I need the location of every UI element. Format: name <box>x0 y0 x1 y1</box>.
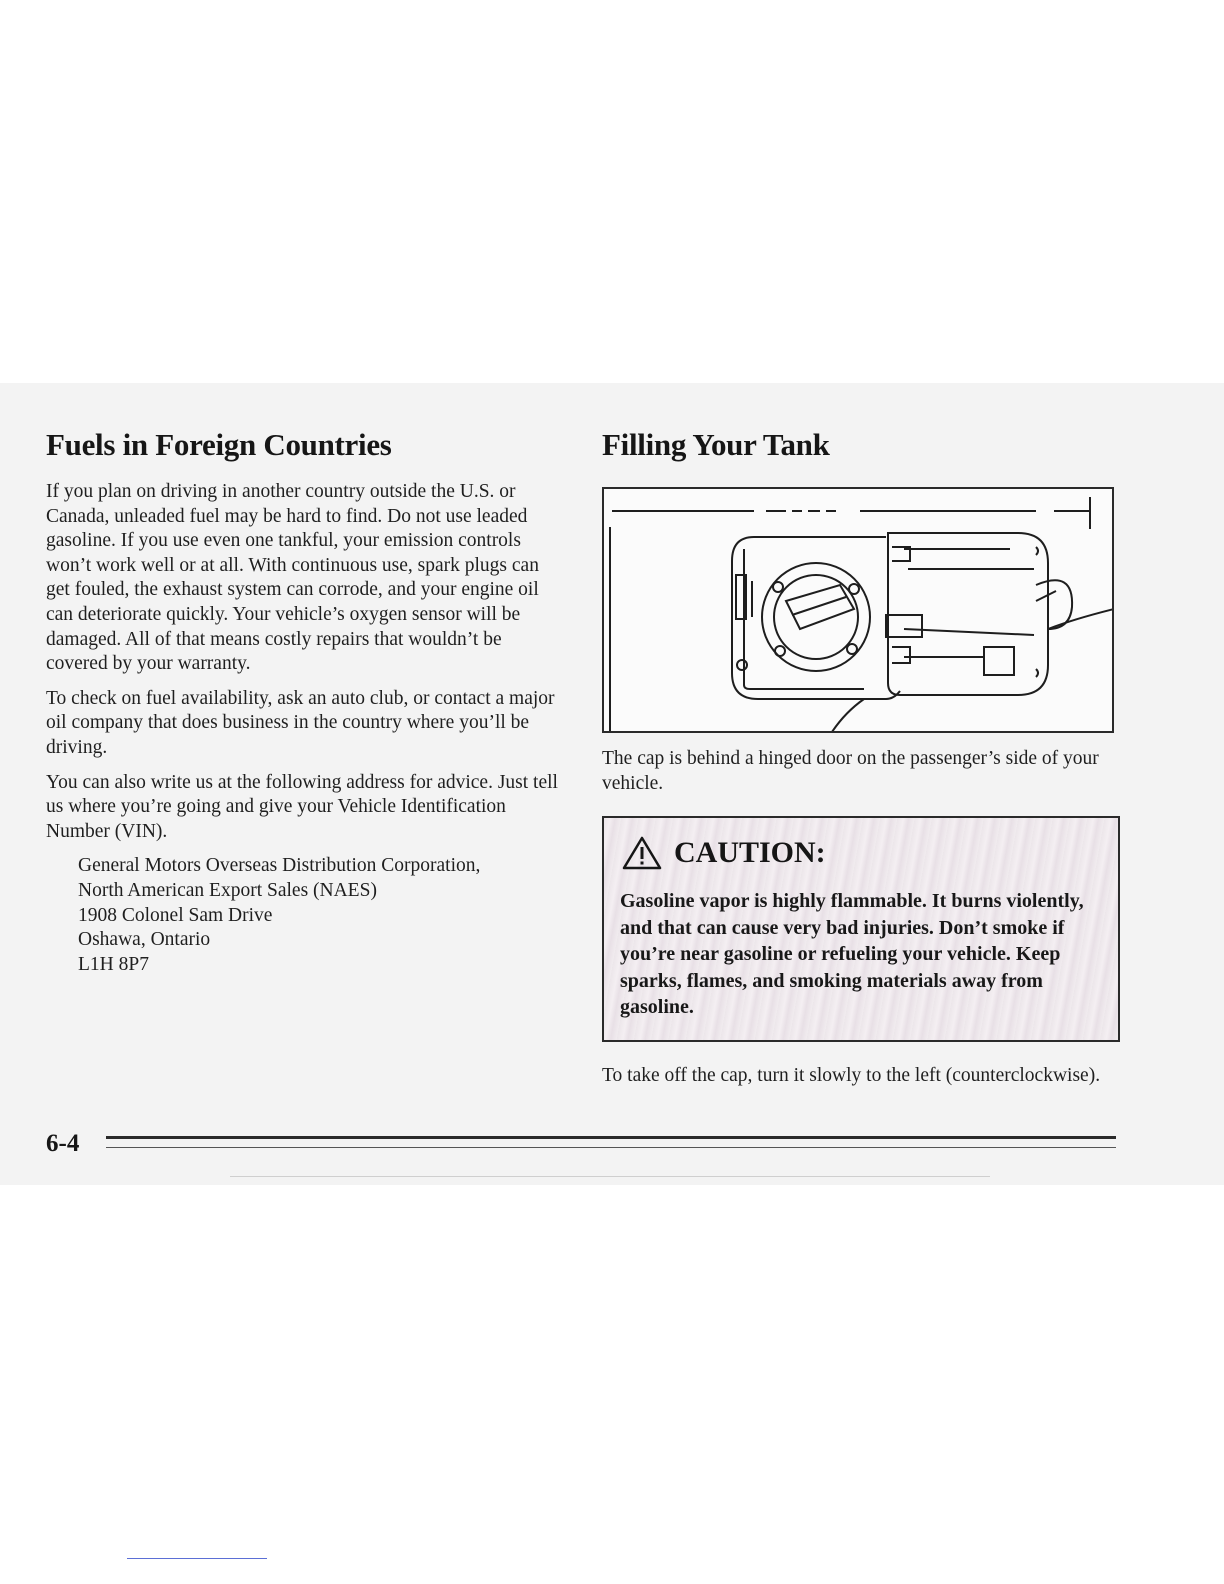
paragraph-leaded-fuel: If you plan on driving in another country outside the U.S. or Canada, unleaded fuel may be hard to find. Do not use leaded gasoline. If you use even one tankful, your emission controls won’t work well or at all. With continuous use, spark plugs can get fouled, the exhaust system can corrode, and your engine oil can deteriorate quickly. Your vehicle’s oxygen sensor will be damaged. All of that means costly repairs that wouldn’t be covered by your warranty. <box>46 481 539 675</box>
paragraph-fuel-availability: To check on fuel availability, ask an auto club, or contact a major oil company that does business in the country where you’ll be driving. <box>46 687 555 758</box>
caution-text: Gasoline vapor is highly flammable. It burns violently, and that can cause very bad injuries. Don’t smoke if you’re near gasoline or refueling your vehicle. Keep sparks, flames, and smoking materials away from gasoline. <box>620 890 1084 1019</box>
fuel-door-figure <box>602 487 1114 733</box>
address-line: 1908 Colonel Sam Drive <box>78 904 273 926</box>
figure-caption: The cap is behind a hinged door on the passenger’s side of your vehicle. <box>602 748 1099 794</box>
caution-title: CAUTION: <box>674 836 826 870</box>
paragraph-write-us: You can also write us at the following address for advice. Just tell us where you’re going and give your Vehicle Identification Number (VIN). <box>46 771 558 842</box>
page-number: 6-4 <box>46 1130 80 1157</box>
address-line: Oshawa, Ontario <box>78 929 211 951</box>
left-column <box>46 425 566 977</box>
footer-rule-thick <box>106 1136 1116 1139</box>
footer-rule-faint <box>230 1176 990 1177</box>
bottom-underline <box>127 1558 267 1559</box>
mailing-address <box>78 854 566 977</box>
right-column <box>602 425 1122 1089</box>
warning-triangle-icon <box>622 836 662 870</box>
address-line: North American Export Sales (NAES) <box>78 879 377 901</box>
caution-box <box>602 816 1120 1042</box>
section-heading-fuels: Fuels in Foreign Countries <box>46 427 392 462</box>
section-heading-filling-tank: Filling Your Tank <box>602 427 830 462</box>
address-line: L1H 8P7 <box>78 953 149 975</box>
fuel-door-illustration <box>604 489 1114 733</box>
cap-removal-text: To take off the cap, turn it slowly to the left (counterclockwise). <box>602 1065 1101 1087</box>
caution-header <box>622 836 826 870</box>
address-line: General Motors Overseas Distribution Corporation, <box>78 855 481 877</box>
footer-rule-thin <box>106 1147 1116 1148</box>
